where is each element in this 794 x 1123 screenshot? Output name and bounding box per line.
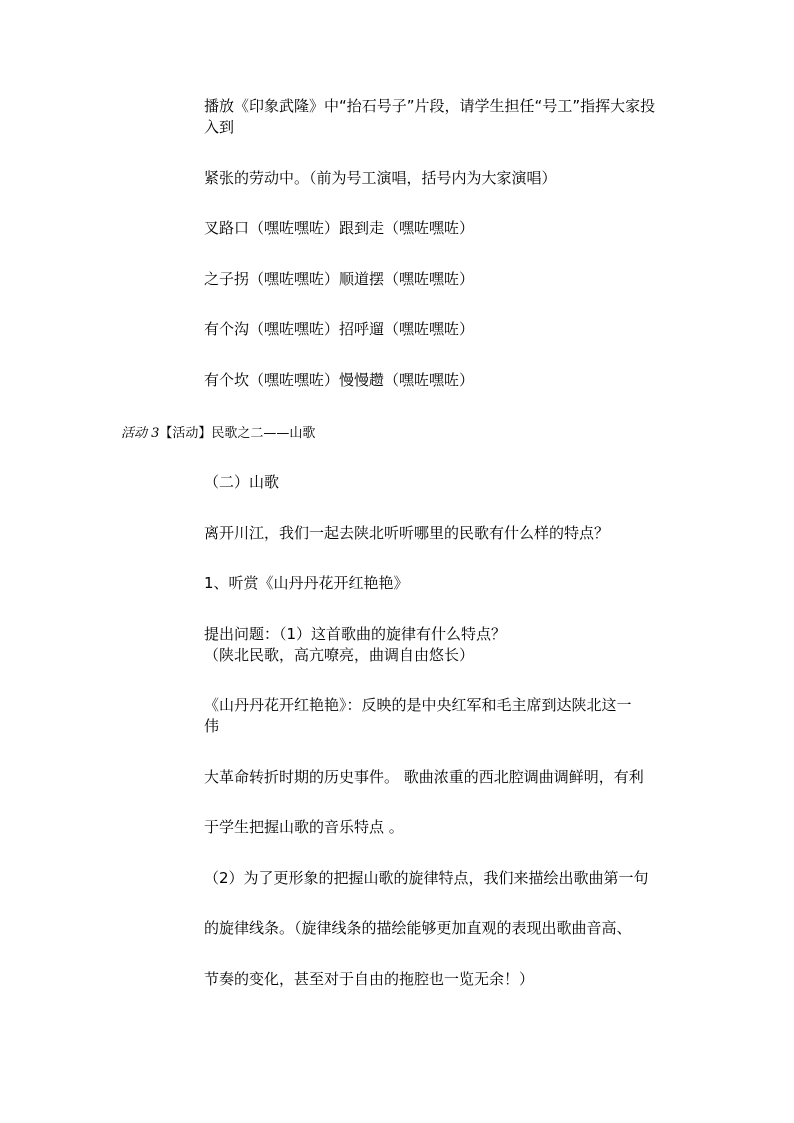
lyric-line: 有个坎（嘿咗嘿咗）慢慢趱（嘿咗嘿咗） [204,371,475,389]
lyric-line: 叉路口（嘿咗嘿咗）跟到走（嘿咗嘿咗） [204,219,475,237]
activity-heading [121,425,315,443]
paragraph-line: （陕北民歌，高亢嘹亮，曲调自由悠长） [204,646,475,664]
section-title: （二）山歌 [204,473,280,491]
paragraph-line: （2）为了更形象的把握山歌的旋律特点，我们来描绘出歌曲第一句 [204,869,649,887]
paragraph-line: 入到 [204,118,235,136]
paragraph-line: 离开川江，我们一起去陕北听听哪里的民歌有什么样的特点？ [204,524,610,542]
paragraph-line: 节奏的变化，甚至对于自由的拖腔也一览无余！） [204,970,535,988]
paragraph-line: 的旋律线条。（旋律线条的描绘能够更加直观的表现出歌曲音高、 [204,919,632,937]
paragraph-line: 《山丹丹花开红艳艳》：反映的是中央红军和毛主席到达陕北这一 [204,696,632,714]
paragraph-line: 于学生把握山歌的音乐特点 。 [204,818,404,836]
paragraph-line: 伟 [204,717,220,735]
paragraph-line: 紧张的劳动中。（前为号工演唱，括号内为大家演唱） [204,169,557,187]
activity-prefix: 活动 3 [121,426,160,441]
paragraph-line: 播放《印象武隆》中“抬石号子”片段，请学生担任“号工”指挥大家投 [204,97,656,115]
activity-title: 【活动】民歌之二——山歌 [159,426,316,441]
lyric-line: 有个沟（嘿咗嘿咗）招呼遛（嘿咗嘿咗） [204,320,475,338]
list-item: 1、听赏《山丹丹花开红艳艳》 [204,574,409,592]
lyric-line: 之子拐（嘿咗嘿咗）顺道摆（嘿咗嘿咗） [204,270,475,288]
paragraph-line: 大革命转折时期的历史事件。 歌曲浓重的西北腔调曲调鲜明，有利 [204,768,644,786]
paragraph-line: 提出问题：（1）这首歌曲的旋律有什么特点？ [204,625,507,643]
